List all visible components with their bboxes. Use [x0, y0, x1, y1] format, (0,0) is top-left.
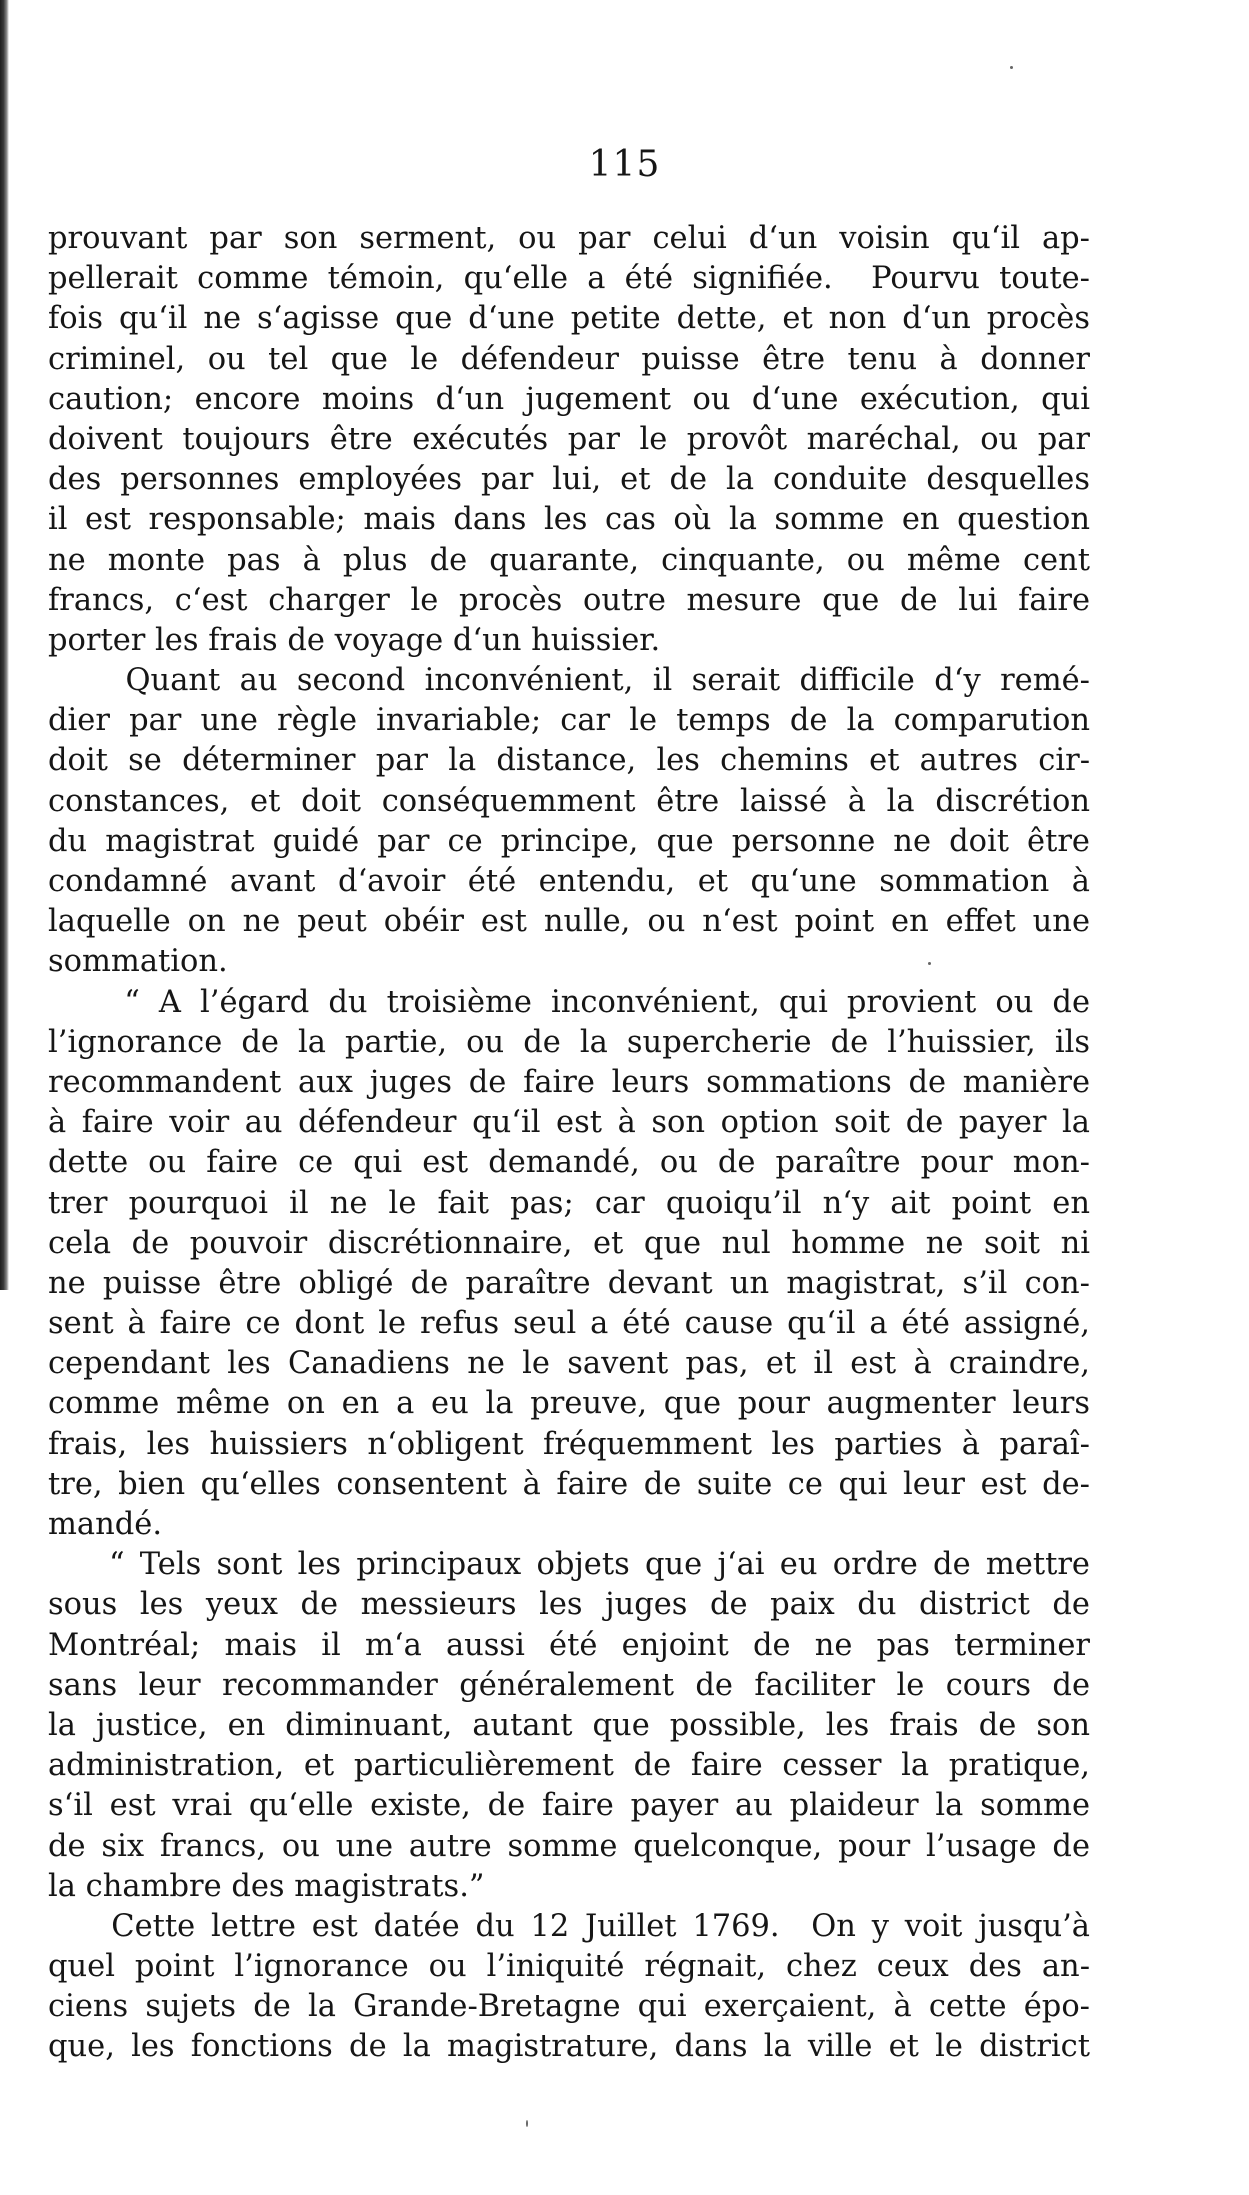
text-line: fois qu‘il ne s‘agisse que d‘une petite dette, et non d‘un procès: [48, 301, 1090, 337]
text-line: du magistrat guidé par ce principe, que personne ne doit être: [48, 823, 1090, 859]
text-line: il est responsable; mais dans les cas où la somme en question: [48, 502, 1090, 538]
text-line: mandé.: [48, 1507, 163, 1542]
text-line: criminel, ou tel que le défendeur puisse être tenu à donner: [48, 341, 1090, 377]
paper-speck: [928, 962, 931, 965]
text-line: doivent toujours être exécutés par le provôt maréchal, ou par: [48, 421, 1090, 457]
text-line: des personnes employées par lui, et de la conduite desquelles: [48, 462, 1090, 498]
text-line: porter les frais de voyage d‘un huissier.: [48, 622, 661, 658]
text-line: ne monte pas à plus de quarante, cinquante, ou même cent: [48, 542, 1090, 578]
text-line: la justice, en diminuant, autant que possible, les frais de son: [48, 1707, 1090, 1743]
text-line: la chambre des magistrats.”: [48, 1868, 485, 1904]
text-line: s‘il est vrai qu‘elle existe, de faire payer au plaideur la somme: [48, 1788, 1090, 1824]
text-line: dier par une règle invariable; car le temps de la comparution: [48, 703, 1090, 739]
page-binding-edge: [0, 0, 9, 1290]
text-line: pellerait comme témoin, qu‘elle a été signifiée. Pourvu toute-: [48, 261, 1090, 297]
page-number: 115: [588, 144, 661, 185]
text-line: dette ou faire ce qui est demandé, ou de paraître pour mon-: [48, 1145, 1090, 1181]
text-line: ciens sujets de la Grande-Bretagne qui exerçaient, à cette épo-: [48, 1989, 1090, 2025]
text-line: laquelle on ne peut obéir est nulle, ou n‘est point en effet une: [48, 904, 1090, 940]
text-line: “ A l’égard du troisième inconvénient, qui provient ou de: [48, 984, 1090, 1020]
text-line: cela de pouvoir discrétionnaire, et que nul homme ne soit ni: [48, 1225, 1090, 1261]
text-line: frais, les huissiers n‘obligent fréquemment les parties à paraî-: [48, 1426, 1090, 1462]
text-line: francs, c‘est charger le procès outre mesure que de lui faire: [48, 582, 1090, 618]
text-line: sommation.: [48, 944, 228, 980]
text-line: trer pourquoi il ne le fait pas; car quoiqu’il n‘y ait point en: [48, 1185, 1090, 1221]
text-line: cependant les Canadiens ne le savent pas, et il est à craindre,: [48, 1346, 1090, 1382]
text-line: constances, et doit conséquemment être laissé à la discrétion: [48, 783, 1090, 819]
text-line: l’ignorance de la partie, ou de la supercherie de l’huissier, ils: [48, 1024, 1090, 1060]
text-line: caution; encore moins d‘un jugement ou d‘une exécution, qui: [48, 381, 1090, 417]
body-text: [48, 219, 1090, 2068]
text-line: quel point l’ignorance ou l’iniquité régnait, chez ceux des an-: [48, 1949, 1090, 1985]
text-line: sent à faire ce dont le refus seul a été cause qu‘il a été assigné,: [48, 1306, 1090, 1342]
text-line: ne puisse être obligé de paraître devant un magistrat, s’il con-: [48, 1265, 1090, 1301]
text-line: sous les yeux de messieurs les juges de paix du district de: [48, 1587, 1090, 1623]
text-line: recommandent aux juges de faire leurs sommations de manière: [48, 1064, 1090, 1100]
text-line: “ Tels sont les principaux objets que j‘ai eu ordre de mettre: [48, 1547, 1090, 1583]
text-line: doit se déterminer par la distance, les chemins et autres cir-: [48, 743, 1090, 779]
paper-speck: [526, 2120, 528, 2127]
text-line: prouvant par son serment, ou par celui d‘un voisin qu‘il ap-: [48, 221, 1090, 256]
text-line: comme même on en a eu la preuve, que pour augmenter leurs: [48, 1386, 1090, 1422]
text-line: Quant au second inconvénient, il serait difficile d‘y remé-: [48, 663, 1090, 699]
text-line: tre, bien qu‘elles consentent à faire de suite ce qui leur est de-: [48, 1466, 1090, 1502]
text-line: sans leur recommander généralement de faciliter le cours de: [48, 1667, 1090, 1703]
text-line: administration, et particulièrement de faire cesser la pratique,: [48, 1748, 1090, 1784]
paper-speck: [1010, 66, 1013, 69]
text-line: Cette lettre est datée du 12 Juillet 1769. On y voit jusqu’à: [48, 1908, 1090, 1944]
text-line: que, les fonctions de la magistrature, dans la ville et le district: [48, 2029, 1090, 2065]
text-line: de six francs, ou une autre somme quelconque, pour l’usage de: [48, 1828, 1090, 1864]
text-line: Montréal; mais il m‘a aussi été enjoint de ne pas terminer: [48, 1627, 1090, 1663]
text-line: à faire voir au défendeur qu‘il est à son option soit de payer la: [48, 1105, 1090, 1141]
text-line: condamné avant d‘avoir été entendu, et qu‘une sommation à: [48, 864, 1090, 899]
